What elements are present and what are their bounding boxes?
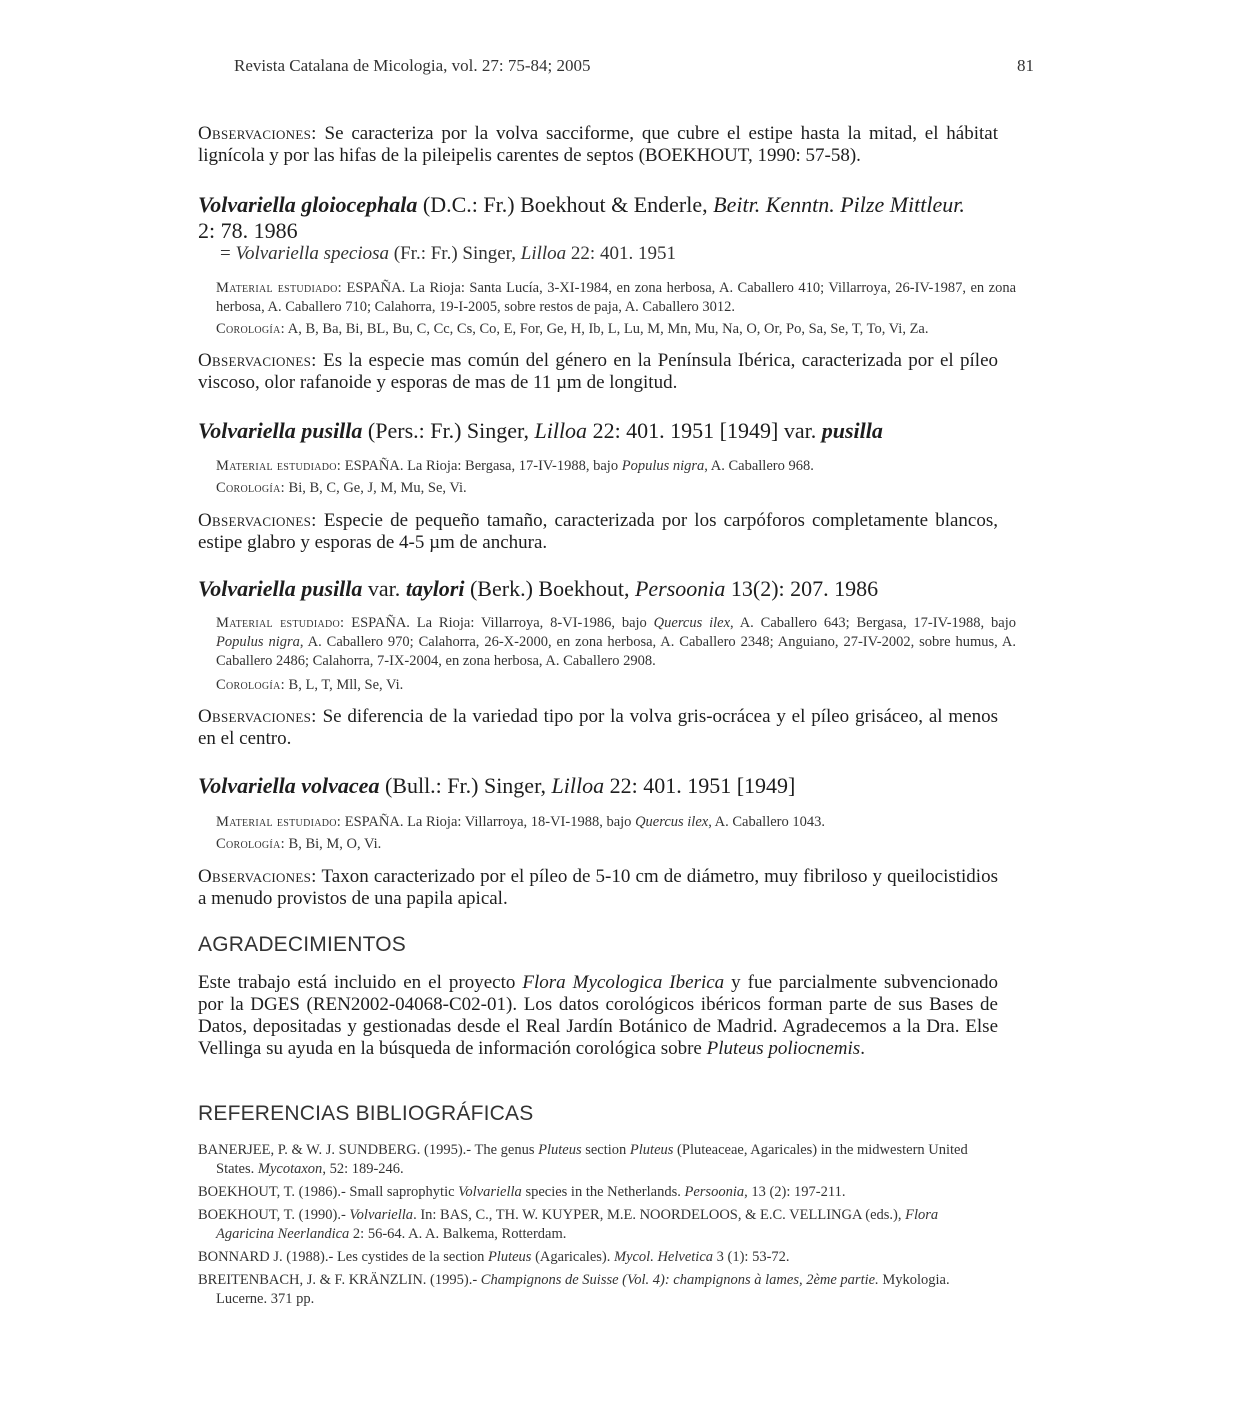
ref-journal: Mycol. Helvetica (613, 1249, 714, 1265)
species-authors: (Pers.: Fr.) Singer, (362, 418, 535, 443)
material-text: , A. Caballero 1043. (708, 814, 826, 830)
species-authors: (Bull.: Fr.) Singer, (379, 773, 552, 798)
host-name: Quercus ilex (653, 615, 731, 631)
observations (198, 350, 998, 394)
observations (198, 510, 998, 554)
corology (216, 835, 1016, 854)
ref-text: BONNARD J. (1988).- Les cystides de la section (198, 1249, 488, 1265)
material-text: ESPAÑA. La Rioja: Bergasa, 17-IV-1988, bajo (344, 458, 622, 474)
corology-label: Corología: (216, 321, 285, 337)
species-name: Volvariella gloiocephala (198, 192, 418, 217)
material-label: Material estudiado: (216, 280, 342, 296)
species-journal: Persoonia (634, 576, 726, 601)
corology (216, 676, 1016, 695)
ref-italic: Champignons de Suisse (Vol. 4): champignons à lames, 2ème partie. (480, 1272, 879, 1288)
ref-text: . In: BAS, C., TH. W. KUYPER, M.E. NOORDELOOS, & E.C. VELLINGA (eds.), (413, 1207, 906, 1223)
observations (198, 866, 998, 910)
corology-text: B, Bi, M, O, Vi. (288, 836, 382, 852)
host-name: Populus nigra (216, 634, 300, 650)
acknowledgements-heading: AGRADECIMIENTOS (198, 933, 406, 956)
ref-text: , 13 (2): 197-211. (744, 1184, 846, 1200)
synonym-authors: (Fr.: Fr.) Singer, (389, 243, 521, 264)
ref-italic: Pluteus (538, 1142, 582, 1158)
ref-italic: Volvariella (349, 1207, 414, 1223)
ref-italic: Pluteus (487, 1249, 532, 1265)
reference-item (198, 1141, 998, 1179)
material-label: Material estudiado: (216, 458, 342, 474)
observations-text: Se diferencia de la variedad tipo por la volva gris-ocrácea y el píleo grisáceo, al menos en el centro. (198, 706, 999, 749)
corology-label: Corología: (216, 836, 285, 852)
synonym-name: Volvariella speciosa (235, 243, 390, 264)
ref-journal: Persoonia (684, 1184, 745, 1200)
material-text: ESPAÑA. La Rioja: Villarroya, 18-VI-1988, bajo (344, 814, 636, 830)
material-text: ESPAÑA. La Rioja: Villarroya, 8-VI-1986, bajo (351, 615, 654, 631)
ack-text: Este trabajo está incluido en el proyecto (198, 972, 523, 993)
synonym-prefix: = (220, 243, 236, 264)
observations-text: Especie de pequeño tamaño, caracterizada por los carpóforos completamente blancos, estipe glabro y esporas de 4-5 µm de anchura. (198, 510, 999, 553)
reference-item (198, 1183, 998, 1202)
species-heading-pusilla (198, 418, 998, 444)
observations-label: Observaciones: (198, 350, 317, 371)
material-studied (216, 279, 1016, 317)
species-heading-volvacea (198, 773, 998, 799)
material-text: , A. Caballero 643; Bergasa, 17-IV-1988, bajo (730, 615, 1016, 631)
synonym-ref: 22: 401. 1951 (566, 243, 676, 264)
ref-journal: Flora Agaricina Neerlandica (216, 1207, 939, 1242)
observations (198, 706, 998, 750)
observations-text: Taxon caracterizado por el píleo de 5-10 cm de diámetro, muy fibriloso y queilocistidios a menudo provistos de una papila apical. (198, 866, 998, 909)
corology-text: B, L, T, Mll, Se, Vi. (288, 677, 404, 693)
host-name: Populus nigra (621, 458, 705, 474)
reference-item (198, 1206, 998, 1244)
species-name: Volvariella volvacea (198, 773, 380, 798)
material-studied (216, 614, 1016, 671)
ref-text: Mykologia. Lucerne. 371 pp. (216, 1272, 950, 1307)
corology-text: A, B, Ba, Bi, BL, Bu, C, Cc, Cs, Co, E, For, Ge, H, Ib, L, Lu, M, Mn, Mu, Na, O, Or, Po, Sa, Se, T, To, Vi, Za. (287, 321, 929, 337)
material-text: ESPAÑA. La Rioja: Santa Lucía, 3-XI-1984, en zona herbosa, A. Caballero 410; Villarroya, 26-IV-1987, en zona herbosa, A. Caballero 710; Calahorra, 19-I-2005, sobre restos de paja, A. Caballero 3012. (216, 280, 1017, 315)
corology-text: Bi, B, C, Ge, J, M, Mu, Se, Vi. (288, 480, 467, 496)
acknowledgements-text (198, 972, 998, 1060)
synonym-journal: Lilloa (520, 243, 567, 264)
corology (216, 320, 1016, 339)
ref-text: BOEKHOUT, T. (1986).- Small saprophytic (198, 1184, 459, 1200)
ref-journal: Mycotaxon (257, 1161, 323, 1177)
ref-text: BANERJEE, P. & W. J. SUNDBERG. (1995).- The genus (198, 1142, 539, 1158)
synonym-line (220, 243, 1020, 265)
material-text: , A. Caballero 970; Calahorra, 26-X-2000, en zona herbosa, A. Caballero 2348; Anguiano, 27-IV-2002, sobre humus, A. Caballero 2486; Calahorra, 7-IX-2004, en zona herbosa, A. Caballero 2908. (216, 634, 1016, 669)
species-heading-taylori (198, 576, 998, 602)
ref-text: BOEKHOUT, T. (1990).- (198, 1207, 350, 1223)
reference-item (198, 1271, 998, 1309)
species-name: Volvariella pusilla (198, 418, 363, 443)
corology-label: Corología: (216, 480, 285, 496)
species-authors: (D.C.: Fr.) Boekhout & Enderle, (417, 192, 714, 217)
project-name: Flora Mycologica Iberica (522, 972, 725, 993)
ref-text: 3 (1): 53-72. (713, 1249, 790, 1265)
observations-label: Observaciones: (198, 866, 317, 887)
ref-text: (Agaricales). (531, 1249, 614, 1265)
observations-label: Observaciones: (198, 123, 317, 144)
observations-text: Es la especie mas común del género en la Península Ibérica, caracterizada por el píleo viscoso, olor rafanoide y esporas de mas de 11 µm de longitud. (198, 350, 999, 393)
ref-italic: Volvariella (458, 1184, 522, 1200)
ref-text: 2: 56-64. A. A. Balkema, Rotterdam. (349, 1226, 567, 1242)
reference-list (198, 1141, 998, 1313)
observations-label: Observaciones: (198, 706, 317, 727)
material-label: Material estudiado: (216, 615, 345, 631)
references-heading: REFERENCIAS BIBLIOGRÁFICAS (198, 1102, 534, 1125)
material-label: Material estudiado: (216, 814, 342, 830)
species-ref: 22: 401. 1951 [1949] var. (587, 418, 822, 443)
ref-text: , 52: 189-246. (322, 1161, 404, 1177)
observations-text: Se caracteriza por la volva sacciforme, que cubre el estipe hasta la mitad, el hábitat lignícola y por las hifas de la pileipelis carentes de septos (BOEKHOUT, 1990: 57-58). (198, 123, 998, 166)
ref-text: (Pluteaceae, Agaricales) in the midwestern United States. (216, 1142, 968, 1177)
species-journal: Lilloa (551, 773, 605, 798)
corology (216, 479, 1016, 498)
species-name: Volvariella pusilla (198, 576, 363, 601)
observations-top (198, 123, 998, 167)
material-text: , A. Caballero 968. (704, 458, 814, 474)
page-number: 81 (1017, 56, 1034, 75)
ref-italic: Pluteus (629, 1142, 674, 1158)
ack-text: . (860, 1038, 865, 1059)
ref-text: BREITENBACH, J. & F. KRÄNZLIN. (1995).- (198, 1272, 481, 1288)
ack-text: y fue parcialmente subvencionado por la DGES (REN2002-04068-C02-01). Los datos corológicos ibéricos forman parte de sus Bases de Datos, depositadas y gestionadas desde el Real Jardín Botánico de Madrid. Agradecemos a la Dra. Else Vellinga su ayuda en la búsqueda de información corológica sobre (198, 972, 999, 1059)
journal-citation: Revista Catalana de Micologia, vol. 27: 75-84; 2005 (234, 56, 591, 75)
material-studied (216, 813, 1016, 832)
species-ref: 13(2): 207. 1986 (725, 576, 879, 601)
ref-text: species in the Netherlands. (521, 1184, 685, 1200)
variety-name: pusilla (821, 418, 883, 443)
species-authors: (Berk.) Boekhout, (464, 576, 635, 601)
species-ref: 2: 78. 1986 (198, 218, 298, 243)
host-name: Quercus ilex (635, 814, 709, 830)
variety-name: taylori (405, 576, 465, 601)
material-studied (216, 457, 1016, 476)
species-ref: 22: 401. 1951 [1949] (604, 773, 796, 798)
species-journal: Beitr. Kenntn. Pilze Mittleur. (713, 192, 965, 217)
taxon-name: Pluteus poliocnemis (706, 1038, 861, 1059)
ref-text: section (581, 1142, 630, 1158)
species-journal: Lilloa (534, 418, 588, 443)
page-header (234, 56, 1034, 76)
variety-prefix: var. (362, 576, 406, 601)
species-heading-gloiocephala (198, 192, 998, 244)
corology-label: Corología: (216, 677, 285, 693)
reference-item (198, 1248, 998, 1267)
observations-label: Observaciones: (198, 510, 317, 531)
